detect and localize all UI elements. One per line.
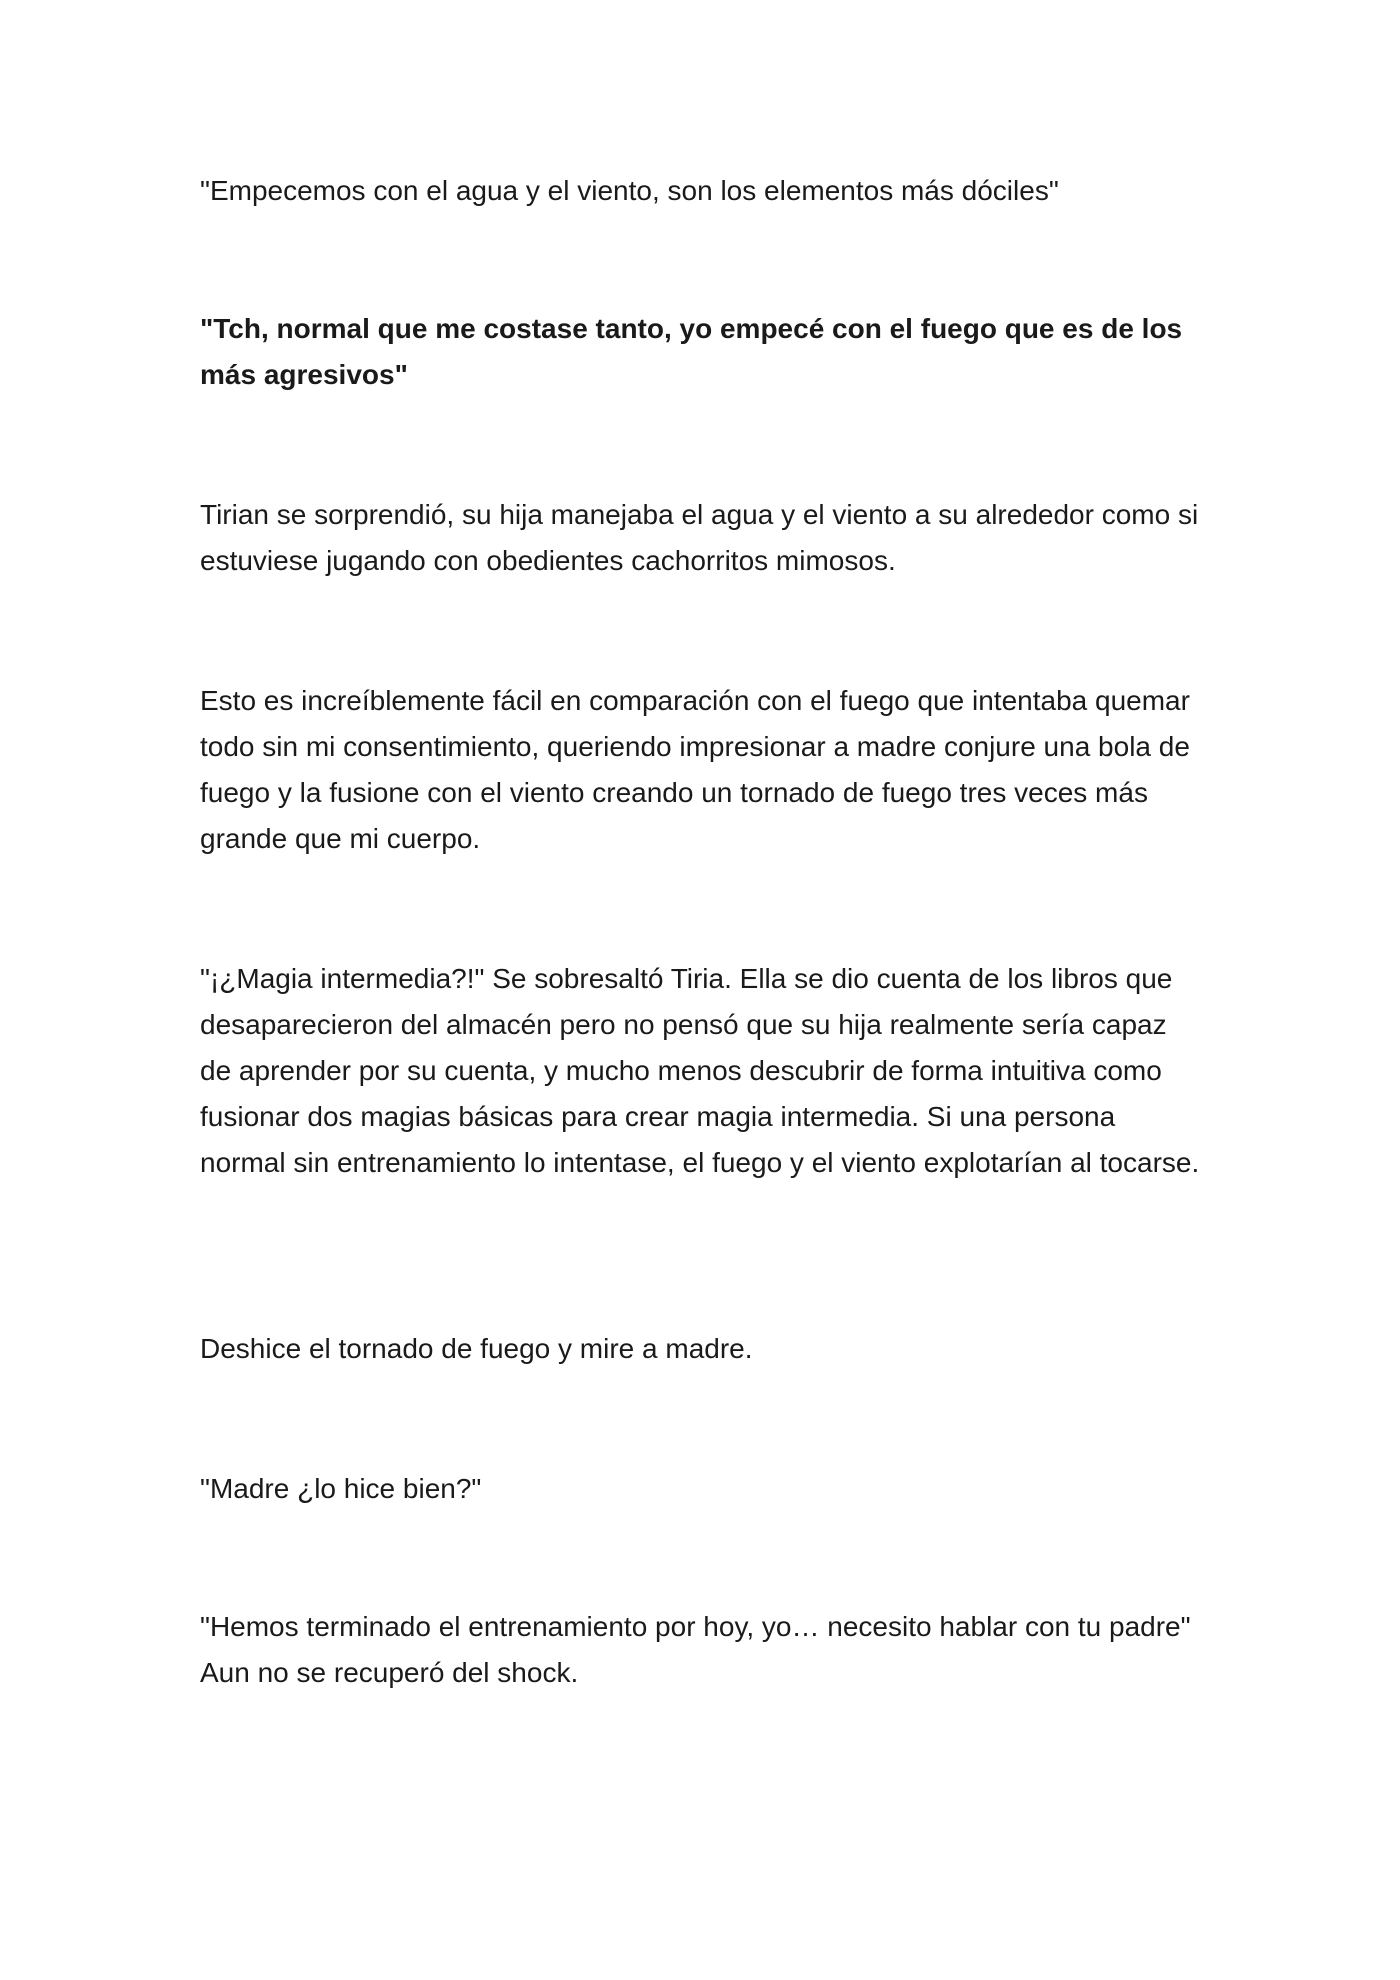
- paragraph-1: "Empecemos con el agua y el viento, son los elementos más dóciles": [200, 175, 1059, 206]
- paragraph-7: "Madre ¿lo hice bien?": [200, 1473, 482, 1504]
- paragraph-3: Tirian se sorprendió, su hija manejaba el agua y el viento a su alrededor como si estuviese jugando con obedientes cachorritos mimosos.: [200, 499, 1199, 576]
- paragraph-5: "¡¿Magia intermedia?!" Se sobresaltó Tiria. Ella se dio cuenta de los libros que desaparecieron del almacén pero no pensó que su hija realmente sería capaz de aprender por su cuenta, y mucho menos descubrir de forma intuitiva como fusionar dos magias básicas para crear magia intermedia. Si una persona normal sin entrenamiento lo intentase, el fuego y el viento explotarían al tocarse.: [200, 963, 1200, 1178]
- paragraph-6: Deshice el tornado de fuego y mire a madre.: [200, 1333, 753, 1364]
- paragraph-8: "Hemos terminado el entrenamiento por hoy, yo… necesito hablar con tu padre" Aun no se recuperó del shock.: [200, 1611, 1191, 1688]
- paragraph-4: Esto es increíblemente fácil en comparación con el fuego que intentaba quemar todo sin mi consentimiento, queriendo impresionar a madre conjure una bola de fuego y la fusione con el viento creando un tornado de fuego tres veces más grande que mi cuerpo.: [200, 685, 1190, 854]
- paragraph-2: "Tch, normal que me costase tanto, yo empecé con el fuego que es de los más agresivos": [200, 313, 1183, 390]
